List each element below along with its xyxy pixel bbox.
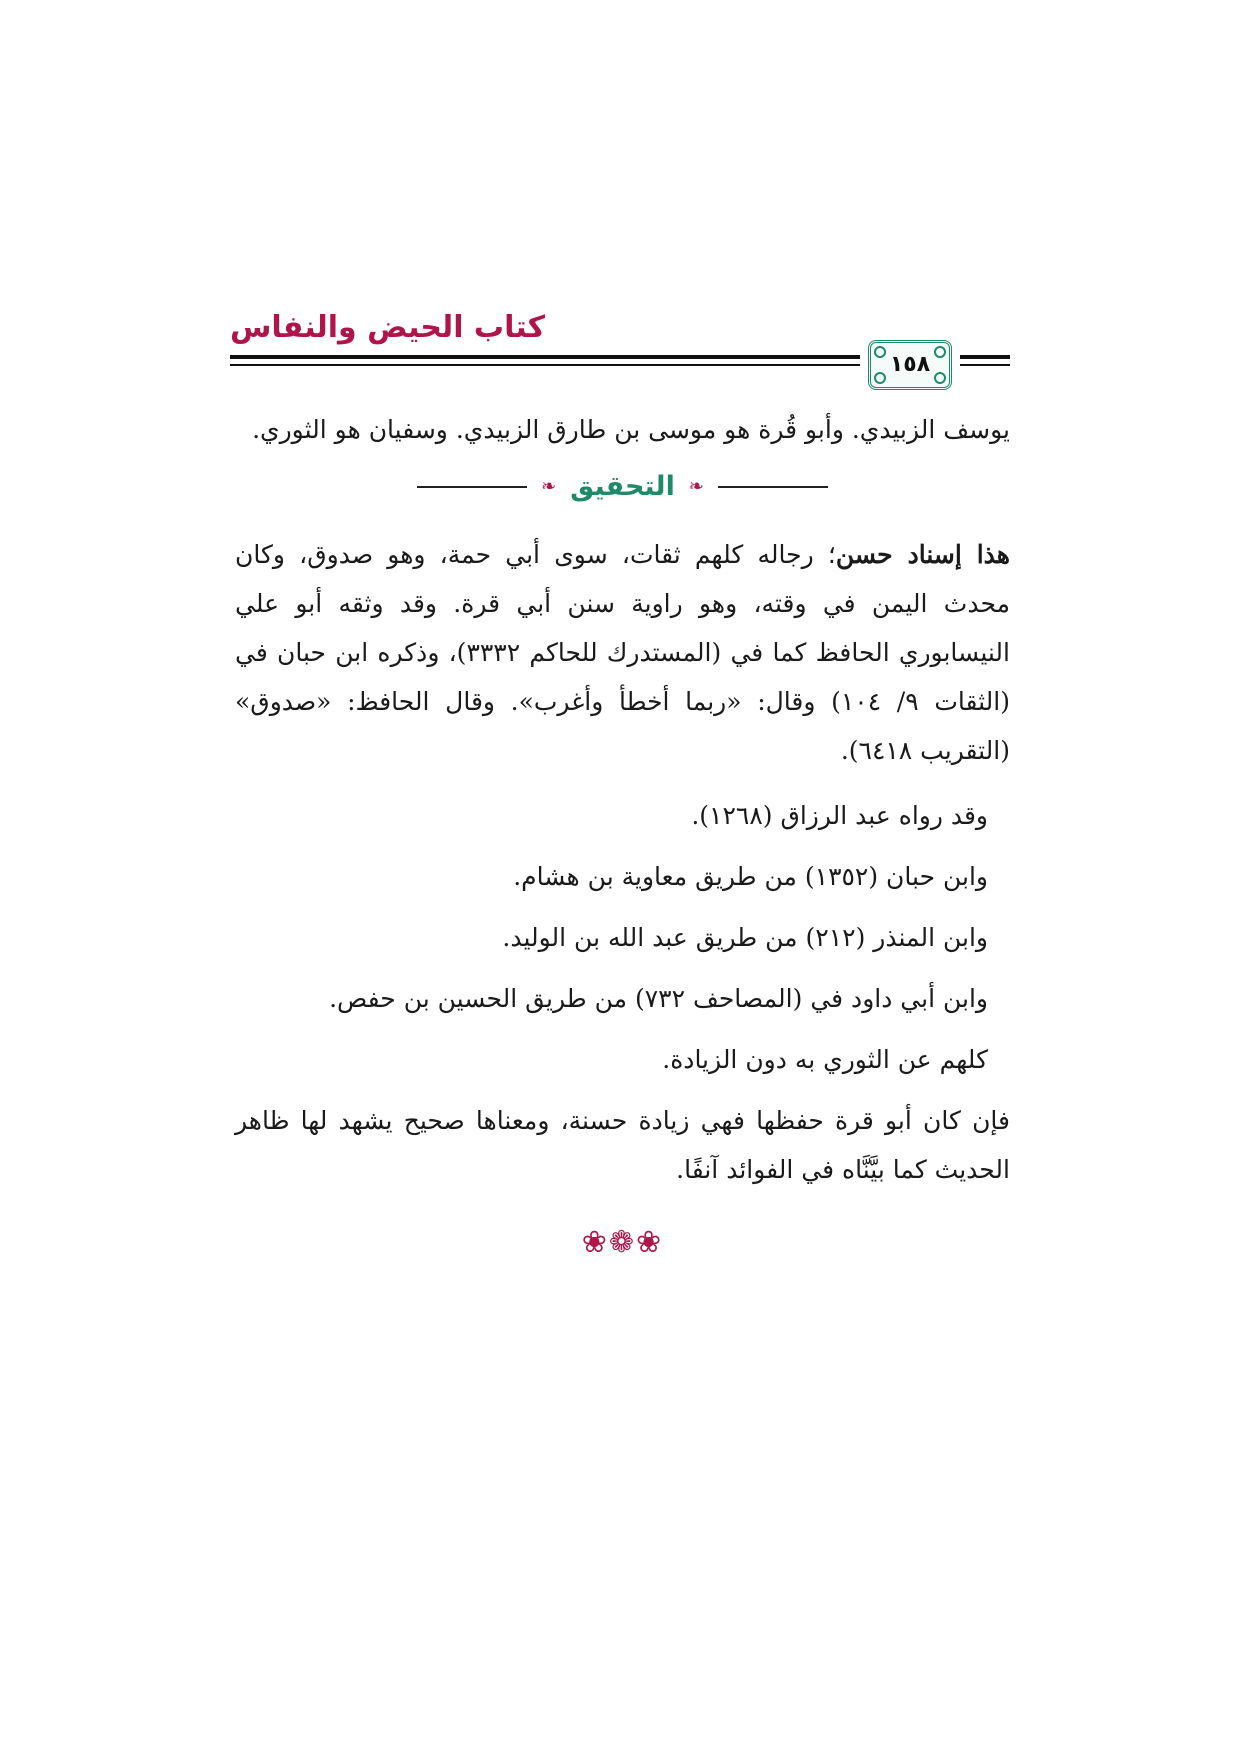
page-content: [235, 405, 1010, 1267]
reference-line: وابن أبي داود في (المصاحف ٧٣٢) من طريق الحسين بن حفص.: [329, 984, 988, 1013]
heading-line-right: [718, 486, 828, 488]
page-header: [230, 310, 1010, 390]
paragraph-lead: هذا إسناد حسن: [835, 540, 1010, 569]
reference-line: كلهم عن الثوري به دون الزيادة.: [662, 1045, 988, 1074]
reference-line: وابن المنذر (٢١٢) من طريق عبد الله بن الوليد.: [502, 923, 988, 952]
heading-line-left: [417, 486, 527, 488]
page-number: ١٥٨: [889, 352, 931, 377]
section-heading: [235, 460, 1010, 510]
header-rule-thick: [230, 355, 860, 359]
closing-ornament-icon: ❀❁❀: [581, 1225, 664, 1260]
header-rule-thin: [230, 364, 860, 366]
header-rule-right-thin: [960, 364, 1010, 366]
frame-corner-ornament: [934, 372, 946, 384]
frame-corner-ornament: [874, 372, 886, 384]
frame-corner-ornament: [874, 346, 886, 358]
page-number-frame: [868, 340, 952, 390]
analysis-paragraph: [235, 530, 1010, 775]
book-title: كتاب الحيض والنفاس: [230, 310, 546, 345]
heading-ornament-icon: ❧: [688, 476, 704, 497]
paragraph-body: ؛ رجاله كلهم ثقات، سوى أبي حمة، وهو صدوق، وكان محدث اليمن في وقته، وهو راوية سنن أبي قرة. وقد وثقه أبو علي النيسابوري الحافظ كما في (المستدرك للحاكم ٣٣٣٢)، وذكره ابن حبان في (الثقات ٩/ ١٠٤) وقال: «ربما أخطأ وأغرب». وقال الحافظ: «صدوق» (التقريب ٦٤١٨).: [235, 540, 1010, 765]
reference-line: وقد رواه عبد الرزاق (١٢٦٨).: [691, 801, 988, 830]
heading-ornament-icon: ❧: [541, 476, 557, 497]
frame-corner-ornament: [934, 346, 946, 358]
intro-line: يوسف الزبيدي. وأبو قُرة هو موسى بن طارق الزبيدي. وسفيان هو الثوري.: [252, 415, 1010, 444]
header-rule-right-thick: [960, 355, 1010, 359]
reference-line: وابن حبان (١٣٥٢) من طريق معاوية بن هشام.: [513, 862, 988, 891]
final-paragraph: فإن كان أبو قرة حفظها فهي زيادة حسنة، ومعناها صحيح يشهد لها ظاهر الحديث كما بيَّنَّاه في الفوائد آنفًا.: [235, 1106, 1010, 1184]
section-heading-label: التحقيق: [570, 471, 675, 502]
